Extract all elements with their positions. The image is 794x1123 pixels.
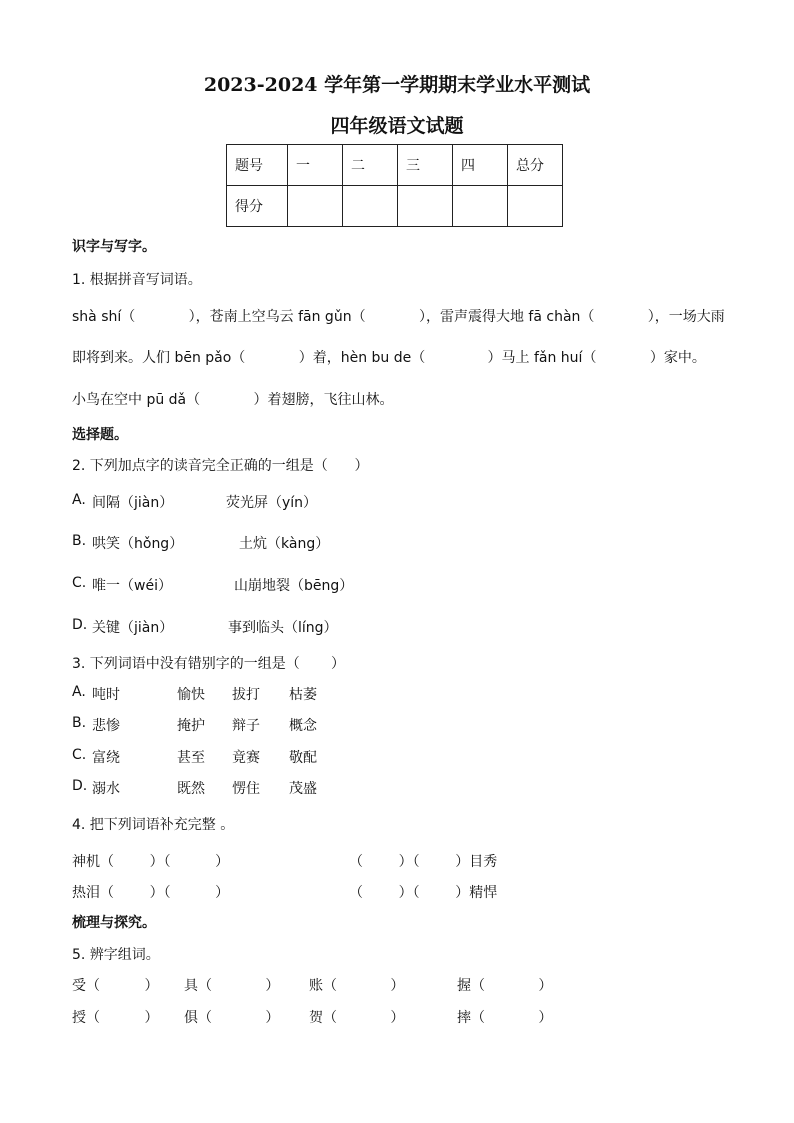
- q3-option-letter: D.: [72, 778, 88, 794]
- score-cell-total[interactable]: [508, 186, 563, 227]
- q2-option-b-word-2: 土炕（kàng）: [239, 536, 330, 552]
- q2-option-letter: C.: [72, 575, 87, 591]
- score-row-label: 得分: [227, 186, 288, 227]
- q2-option-a-word-1: 间隔（jiàn）: [92, 495, 174, 511]
- q3-option-word: 富绕: [92, 750, 120, 766]
- question-3-stem: 3. 下列词语中没有错别字的一组是（ ）: [72, 656, 345, 672]
- q3-option-word: 掩护: [177, 718, 205, 734]
- question-1-line-3: 小鸟在空中 pū dǎ（ ）着翅膀，飞往山林。: [72, 392, 394, 408]
- q3-option-word: 既然: [177, 781, 205, 797]
- q3-option-word: 拔打: [232, 687, 260, 703]
- q3-option-word: 辩子: [232, 718, 260, 734]
- q5-row-1-item: 账（ ）: [309, 978, 405, 994]
- q3-option-word: 枯萎: [289, 687, 317, 703]
- q5-row-2-item: 授（ ）: [72, 1010, 159, 1026]
- score-table-header-row: [227, 145, 563, 186]
- score-table-score-row: [227, 186, 563, 227]
- header-cell-3: 三: [398, 145, 453, 186]
- q2-option-c-word-2: 山崩地裂（bēng）: [234, 578, 354, 594]
- header-cell-2: 二: [343, 145, 398, 186]
- q3-option-word: 吨时: [92, 687, 120, 703]
- q2-option-letter: B.: [72, 533, 87, 549]
- question-2-stem: 2. 下列加点字的读音完全正确的一组是（ ）: [72, 458, 369, 474]
- score-cell-1[interactable]: [288, 186, 343, 227]
- section-title-multiple-choice: 选择题。: [72, 427, 128, 443]
- score-cell-3[interactable]: [398, 186, 453, 227]
- q3-option-word: 愉快: [177, 687, 205, 703]
- q5-row-2-item: 贺（ ）: [309, 1010, 405, 1026]
- q3-option-letter: C.: [72, 747, 87, 763]
- q5-row-1-item: 具（ ）: [184, 978, 280, 994]
- header-cell-question-no: 题号: [227, 145, 288, 186]
- section-title-literacy: 识字与写字。: [72, 239, 156, 255]
- q3-option-word: 溺水: [92, 781, 120, 797]
- q3-option-word: 甚至: [177, 750, 205, 766]
- q3-option-word: 敬配: [289, 750, 317, 766]
- score-table: [226, 144, 563, 227]
- score-cell-2[interactable]: [343, 186, 398, 227]
- q2-option-c-word-1: 唯一（wéi）: [92, 578, 172, 594]
- q3-option-word: 茂盛: [289, 781, 317, 797]
- q5-row-2-item: 摔（ ）: [457, 1010, 553, 1026]
- exam-subtitle: 四年级语文试题: [330, 115, 464, 137]
- q3-option-word: 竟赛: [232, 750, 260, 766]
- q4-row-1-left: 神机（ ）（ ）: [72, 854, 230, 870]
- q4-row-1-right: （ ）（ ）目秀: [349, 854, 498, 870]
- header-cell-4: 四: [453, 145, 508, 186]
- question-4-stem: 4. 把下列词语补充完整 。: [72, 817, 235, 833]
- q5-row-2-item: 俱（ ）: [184, 1010, 280, 1026]
- q2-option-d-word-1: 关键（jiàn）: [92, 620, 174, 636]
- header-cell-1: 一: [288, 145, 343, 186]
- question-5-stem: 5. 辨字组词。: [72, 947, 160, 963]
- q2-option-b-word-1: 哄笑（hǒng）: [92, 536, 184, 552]
- q3-option-word: 概念: [289, 718, 317, 734]
- q2-option-letter: A.: [72, 492, 86, 508]
- q2-option-d-word-2: 事到临头（líng）: [228, 620, 338, 636]
- question-1-line-1: shà shí（ ），苍南上空乌云 fān gǔn（ ），雷声震得大地 fā chàn（ ），一场大雨: [72, 309, 725, 325]
- q5-row-1-item: 受（ ）: [72, 978, 159, 994]
- section-title-sorting-exploring: 梳理与探究。: [72, 915, 156, 931]
- header-cell-total: 总分: [508, 145, 563, 186]
- q2-option-a-word-2: 荧光屏（yín）: [226, 495, 318, 511]
- question-1-stem: 1. 根据拼音写词语。: [72, 272, 202, 288]
- q4-row-2-right: （ ）（ ）精悍: [349, 885, 498, 901]
- q3-option-word: 愣住: [232, 781, 260, 797]
- q5-row-1-item: 握（ ）: [457, 978, 553, 994]
- q3-option-letter: A.: [72, 684, 86, 700]
- exam-title: 2023-2024 学年第一学期期末学业水平测试: [203, 74, 591, 96]
- q3-option-word: 悲惨: [92, 718, 120, 734]
- q2-option-letter: D.: [72, 617, 88, 633]
- q3-option-letter: B.: [72, 715, 87, 731]
- q4-row-2-left: 热泪（ ）（ ）: [72, 885, 230, 901]
- score-cell-4[interactable]: [453, 186, 508, 227]
- question-1-line-2: 即将到来。人们 bēn pǎo（ ）着，hèn bu de（ ）马上 fǎn huí（ ）家中。: [72, 350, 706, 366]
